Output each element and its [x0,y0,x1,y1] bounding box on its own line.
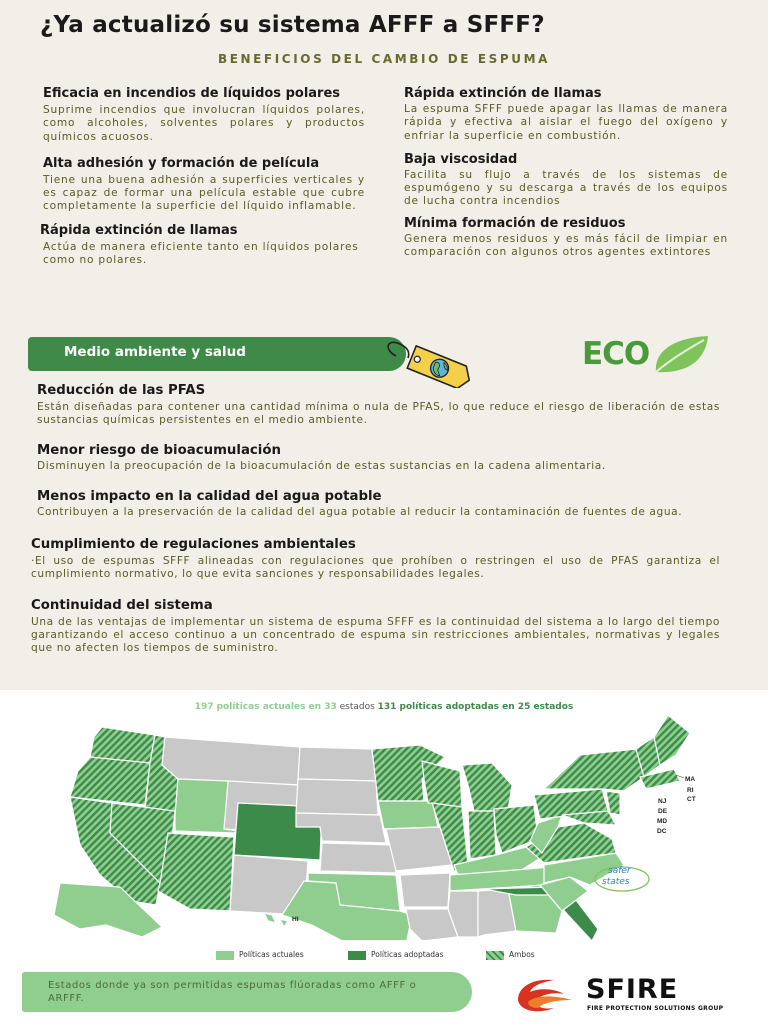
note-text: Estados donde ya son permitidas espumas flúoradas como AFFF o ARFFF. [48,980,417,1004]
legend-current [216,950,304,960]
label-ct: CT [687,796,696,803]
benefit-text: Facilita su flujo a través de los sistemas de espumógeno y su descarga a través de los equipos de lucha contra incendios [404,168,728,208]
benefit-heading: Rápida extinción de llamas [404,86,602,101]
page-subtitle: BENEFICIOS DEL CAMBIO DE ESPUMA [217,52,551,66]
eco-text: ECO [582,336,650,372]
benefit-text: La espuma SFFF puede apagar las llamas de manera rápida y efectiva al aislar el fuego del oxígeno y enfriar la superficie en combustión. [404,103,728,142]
label-md: MD [657,818,668,825]
legend-label: Políticas actuales [239,950,304,959]
legend-swatch-both [486,951,504,960]
legend-adopted [348,950,444,960]
benefit-heading: Eficacia en incendios de líquidos polares [43,86,341,101]
env-heading: Reducción de las PFAS [37,383,206,398]
leaf-icon [652,334,712,376]
label-de: DE [658,808,668,815]
benefits-right-column [404,86,728,259]
benefit-heading: Alta adhesión y formación de película [43,155,320,171]
state-nd [298,747,376,781]
benefit-text: Suprime incendios que involucran líquidos polares, como alcoholes, solventes polares y productos químicos acuosos. [43,104,365,143]
benefit-block [404,152,728,209]
state-sd [296,779,378,815]
benefit-block [43,86,365,144]
label-nj: NJ [658,798,667,805]
environment-banner-label: Medio ambiente y salud [64,344,246,360]
map-header-adopted: 131 políticas adoptadas en 25 estados [377,702,574,712]
env-heading: Continuidad del sistema [31,598,213,613]
label-ri: RI [687,787,694,794]
env-heading: Menos impacto en la calidad del agua potable [37,489,382,504]
brand-name: SFIRE [586,974,679,1005]
benefits-left-column [40,86,365,267]
benefit-text: Actúa de manera eficiente tanto en líquidos polares como no polares. [43,240,359,267]
legend-swatch-current [216,951,234,960]
benefit-block [43,156,365,214]
benefit-text: Tiene una buena adhesión a superficies verticales y es capaz de formar una película estable que cubre completamente la superficie del líquido inflamable. [43,173,365,213]
label-ma: MA [685,776,696,783]
env-heading: Menor riesgo de bioacumulación [37,443,281,458]
sfire-flame-icon [514,976,578,1014]
benefit-text: Genera menos residuos y es más fácil de limpiar en comparación con algunos otros agentes extintores [404,232,728,259]
env-text: Contribuyen a la preservación de la calidad del agua potable al reducir la contaminación de fuentes de agua. [37,506,683,518]
sfire-logo [514,976,740,1016]
map-header [0,702,768,712]
state-mi [462,763,512,811]
env-text: Están diseñadas para contener una cantidad mínima o nula de PFAS, lo que reduce el riesgo de liberación de estas sustancias químicas persistentes en el medio ambiente. [37,401,720,427]
state-me [654,715,690,765]
legend-label: Ambos [509,950,535,959]
state-ar [400,873,450,907]
state-in [468,811,496,859]
benefit-block [404,216,728,260]
earth-tag-icon [386,340,482,388]
eco-logo [582,336,722,380]
map-header-current: 197 políticas actuales en 33 [194,702,337,712]
us-policy-map [50,715,710,940]
brand-tagline: FIRE PROTECTION SOLUTIONS GROUP [587,1005,724,1012]
env-text: Disminuyen la preocupación de la bioacumulación de estas sustancias en la cadena alimentaria. [37,460,606,472]
benefit-block [404,86,728,143]
benefit-heading: Baja viscosidad [404,151,518,167]
safer-states-line2: states [602,877,630,887]
label-dc: DC [657,828,667,835]
safer-states-logo [592,864,652,894]
legend-label: Políticas adoptadas [371,950,444,959]
benefit-block [40,222,365,268]
state-az [158,833,234,911]
label-hi: HI [292,916,299,923]
state-ia [378,801,438,829]
env-heading: Cumplimiento de regulaciones ambientales [31,537,356,552]
state-ks [320,843,396,873]
legend-both [486,950,535,960]
state-mt [162,737,300,785]
page-title: ¿Ya actualizó su sistema AFFF a SFFF? [40,12,545,38]
safer-states-line1: safer [608,866,631,876]
env-text: ·El uso de espumas SFFF alineadas con regulaciones que prohíben o restringen el uso de PFAS garantiza el cumplimiento normativo, lo que evita sanciones y responsabilidades legales. [31,555,720,581]
state-or [70,757,150,805]
state-ny [544,749,644,791]
benefit-heading: Rápida extinción de llamas [40,222,238,238]
legend-swatch-adopted [348,951,366,960]
env-text: Una de las ventajas de implementar un sistema de espuma SFFF es la continuidad del sistema a lo largo del tiempo garantizando el acceso continuo a un concentrado de espuma sin restricciones ambientales, normativas y legales que no afecten los tiempos de suministro. [31,616,720,655]
benefit-heading: Mínima formación de residuos [404,215,626,231]
state-wi [422,761,462,807]
map-header-states: estados [336,702,378,712]
